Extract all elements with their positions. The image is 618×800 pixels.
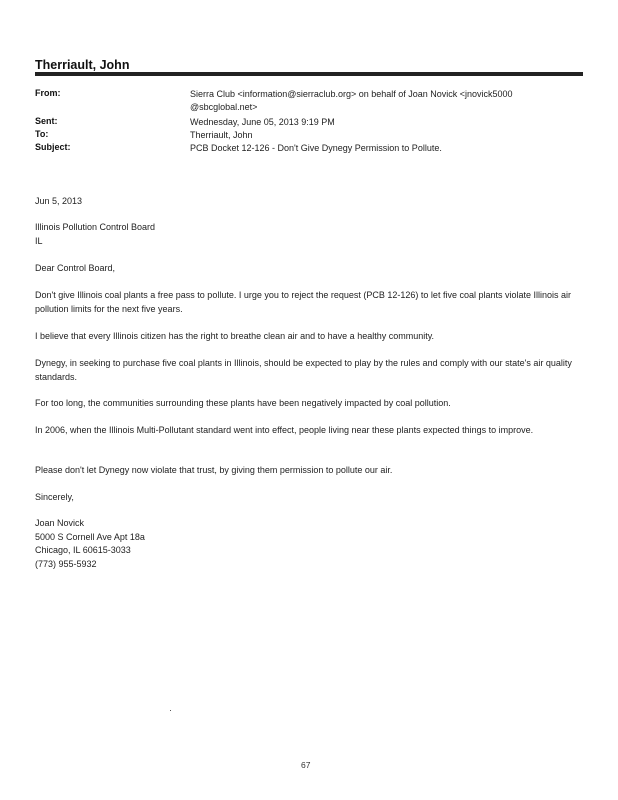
header-rule <box>35 72 583 76</box>
letter-date: Jun 5, 2013 <box>35 196 83 206</box>
subject-value: PCB Docket 12-126 - Don't Give Dynegy Permission to Pollute. <box>190 143 442 153</box>
signature-address1: 5000 S Cornell Ave Apt 18a <box>35 531 145 542</box>
signature-block <box>35 517 575 571</box>
to-value: Therriault, John <box>190 130 253 140</box>
paragraph-6: Please don't let Dynegy now violate that trust, by giving them permission to pollute our air. <box>35 465 393 475</box>
salutation: Dear Control Board, <box>35 263 116 273</box>
signature-name: Joan Novick <box>35 518 85 528</box>
paragraph-2: I believe that every Illinois citizen has the right to breathe clean air and to have a healthy community. <box>35 331 435 341</box>
paragraph-4: For too long, the communities surrounding these plants have been negatively impacted by coal pollution. <box>35 398 451 408</box>
from-label: From: <box>35 88 61 98</box>
signature-address2: Chicago, IL 60615-3033 <box>35 545 131 555</box>
paragraph-5: In 2006, when the Illinois Multi-Pollutant standard went into effect, people living near these plants expected things to improve. <box>35 425 534 435</box>
sent-label: Sent: <box>35 116 58 126</box>
from-value-line2: @sbcglobal.net> <box>190 102 258 112</box>
scan-speck <box>170 710 171 711</box>
subject-label: Subject: <box>35 142 71 152</box>
recipient-line2: IL <box>35 235 43 246</box>
sent-value: Wednesday, June 05, 2013 9:19 PM <box>190 117 335 127</box>
paragraph-1: Don't give Illinois coal plants a free pass to pollute. I urge you to reject the request (PCB 12-126) to let five coal plants violate Illinois air pollution limits for the next five years. <box>35 290 572 314</box>
paragraph-3: Dynegy, in seeking to purchase five coal plants in Illinois, should be expected to play by the rules and comply with our state's air quality standards. <box>35 358 572 382</box>
closing: Sincerely, <box>35 492 74 502</box>
recipient-line1: Illinois Pollution Control Board <box>35 222 156 232</box>
sender-name: Therriault, John <box>35 58 130 72</box>
to-label: To: <box>35 129 49 139</box>
page-number: 67 <box>301 760 311 770</box>
from-value <box>190 88 513 114</box>
recipient-block <box>35 221 575 248</box>
signature-phone: (773) 955-5932 <box>35 558 97 569</box>
from-value-line1: Sierra Club <information@sierraclub.org> on behalf of Joan Novick <jnovick5000 <box>190 89 513 99</box>
